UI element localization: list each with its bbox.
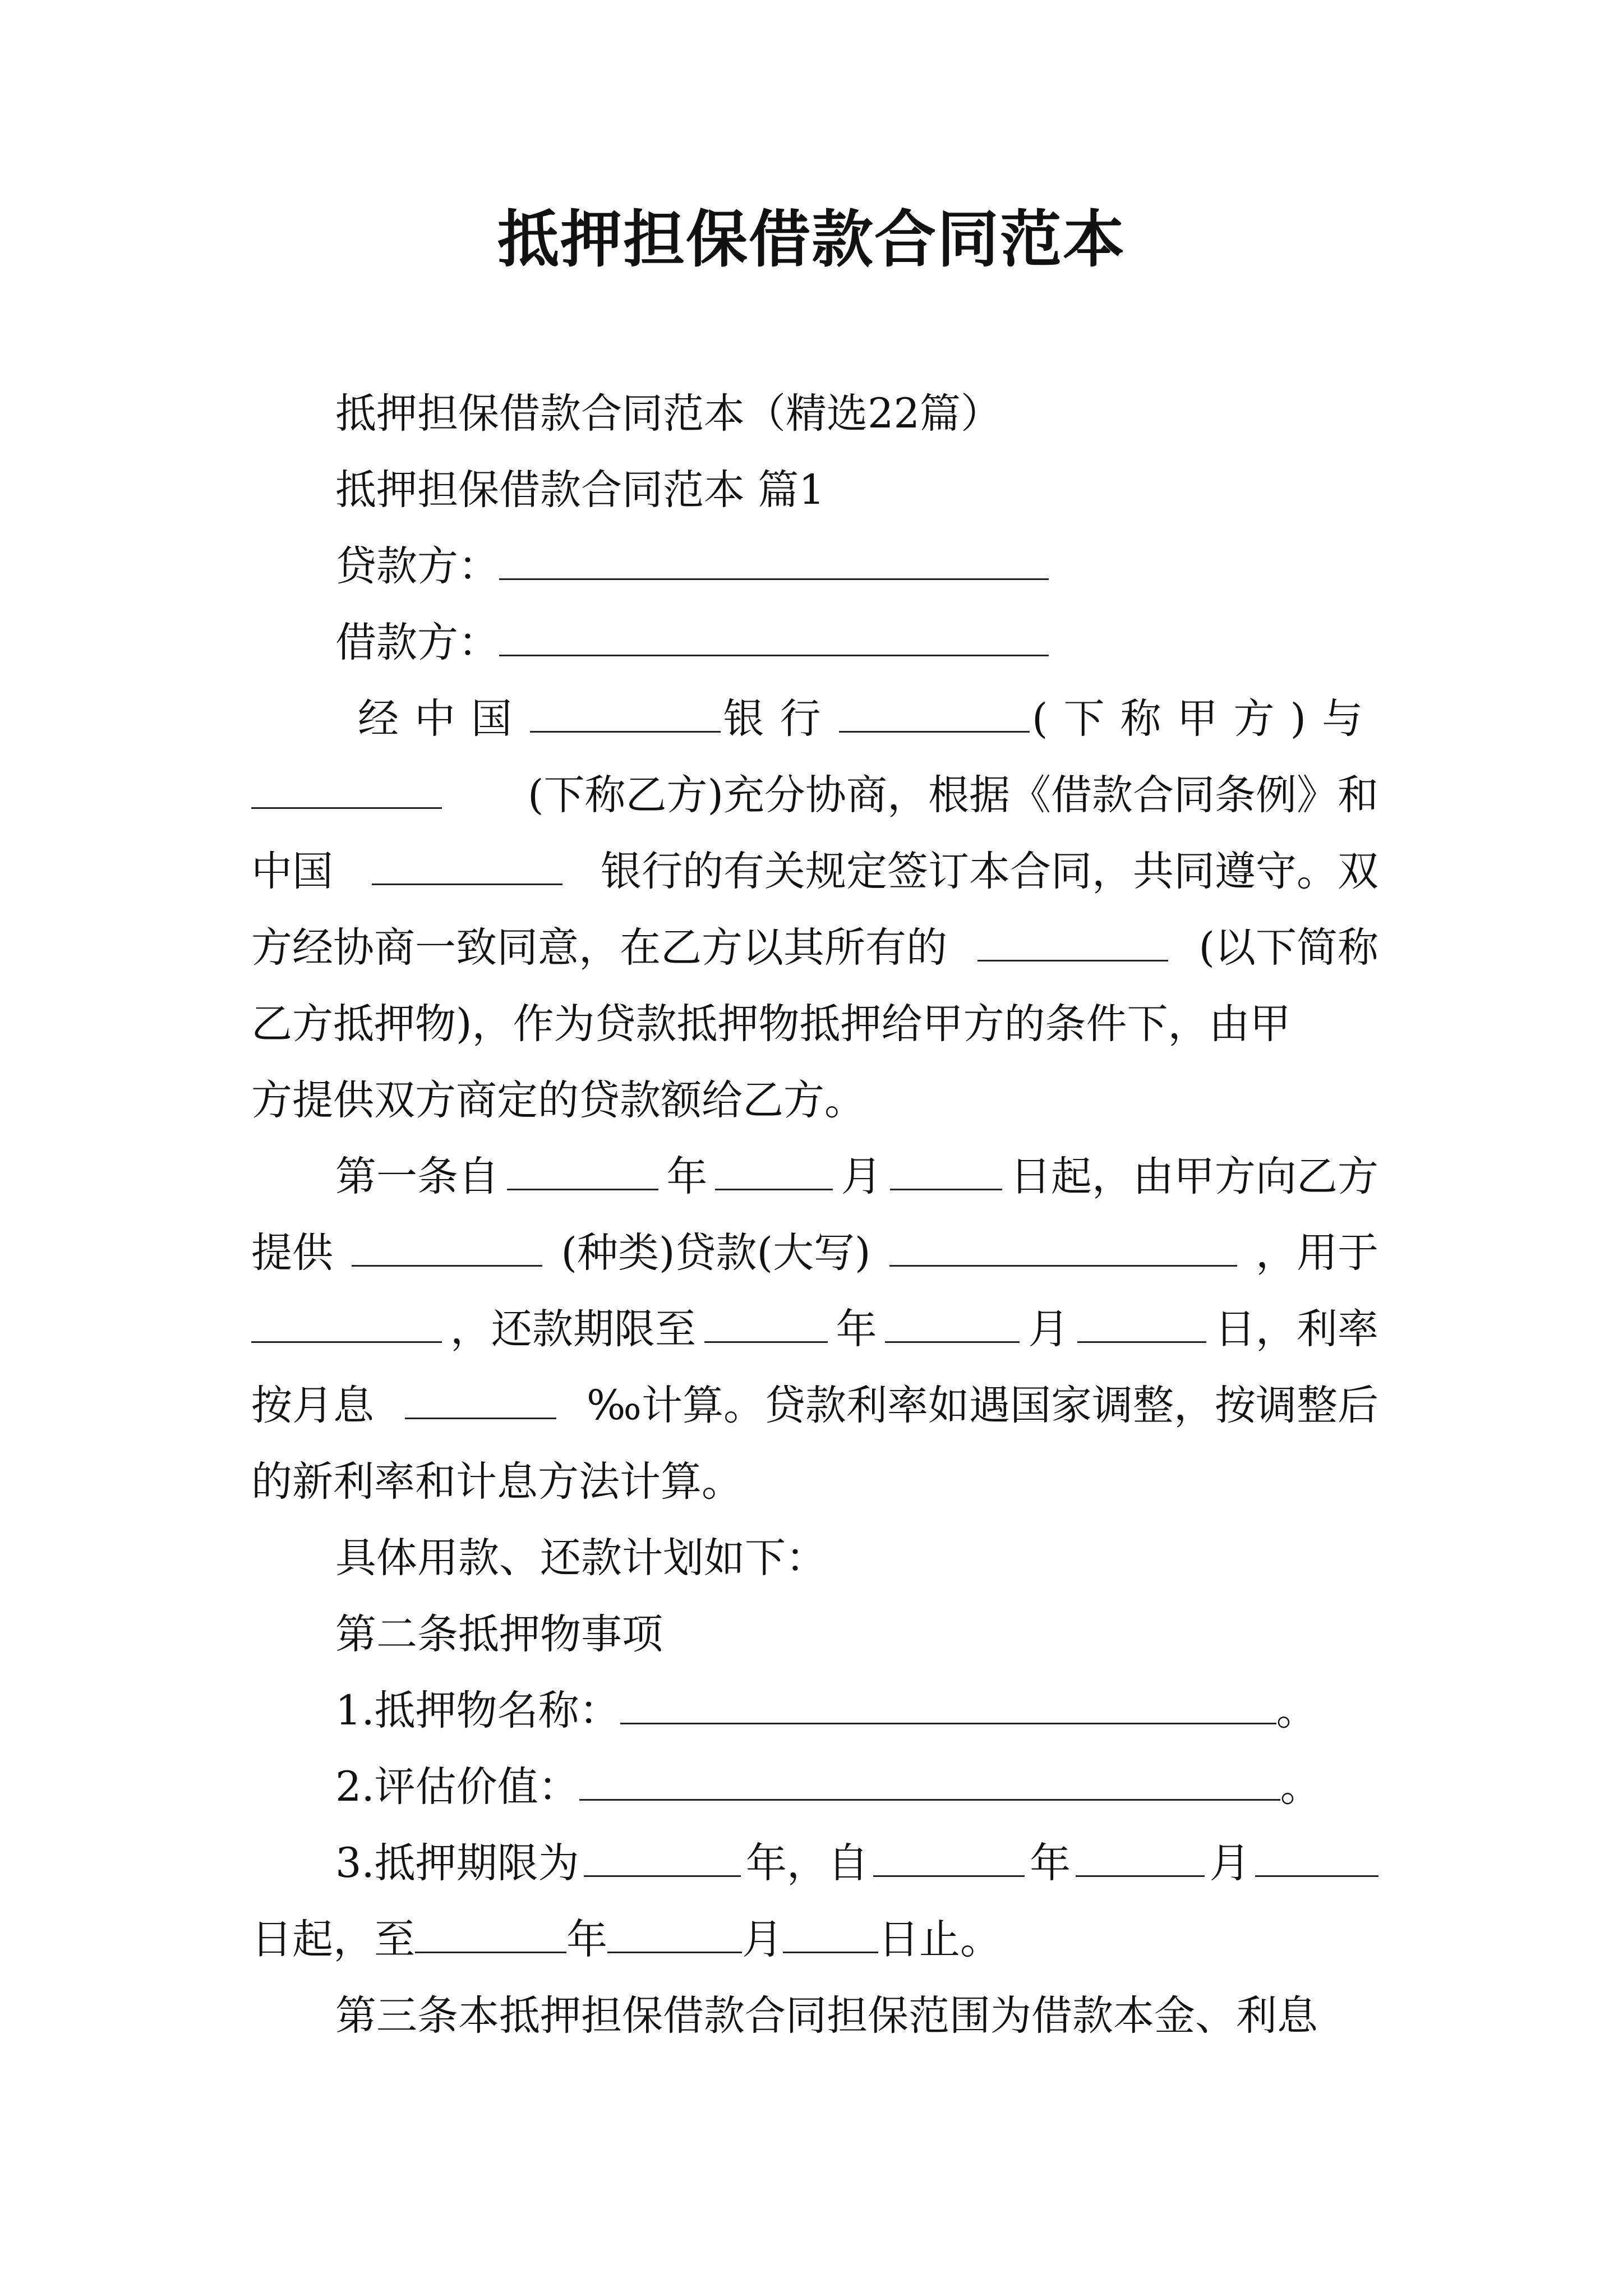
loan-amount-blank (889, 1229, 1237, 1267)
end-year-blank (415, 1916, 566, 1953)
text-segment: 月 (742, 1916, 783, 1963)
party-a-blank (839, 695, 1030, 733)
term-years-blank (584, 1839, 741, 1877)
text-segment: 年 (666, 1153, 708, 1200)
text-segment: 3.抵押期限为 (335, 1839, 579, 1887)
text-segment: 年，自 (745, 1839, 869, 1887)
article1-line-3 (251, 1291, 1378, 1368)
text-segment: 月 (841, 1153, 882, 1200)
text-segment: 提供 (251, 1229, 333, 1277)
assessed-value-blank (579, 1763, 1280, 1801)
intro-line-2 (251, 757, 1378, 834)
intro-line-5: 乙方抵押物)，作为贷款抵押物抵押给甲方的条件下，由甲 (251, 1000, 1291, 1048)
text-segment: 按月息 (251, 1382, 374, 1429)
document-title: 抵押担保借款合同范本 (497, 203, 1126, 275)
text-segment: 年 (836, 1305, 877, 1353)
interest-rate-blank (405, 1382, 556, 1419)
text-segment: 银行的有关规定签订本合同，共同遵守。双 (601, 848, 1378, 895)
collateral-blank (978, 924, 1168, 961)
start-year-blank (873, 1839, 1025, 1877)
article1-line-1 (251, 1139, 1378, 1215)
end-month-blank (607, 1916, 742, 1953)
text-segment: 1.抵押物名称： (335, 1687, 620, 1734)
article2-heading: 第二条抵押物事项 (335, 1611, 663, 1658)
end-day-blank (783, 1916, 878, 1953)
text-segment: 2.评估价值： (335, 1763, 579, 1811)
text-segment: ，还款期限至 (450, 1305, 696, 1353)
collateral-name-blank (620, 1687, 1276, 1724)
text-segment: 银行 (723, 695, 837, 743)
party-b-blank (251, 771, 442, 809)
day-blank (890, 1153, 1002, 1190)
lender-line (251, 528, 1378, 605)
text-segment: 中国 (251, 848, 333, 895)
borrower-line (251, 605, 1378, 681)
text-segment: 日起，至 (251, 1916, 415, 1963)
text-segment: 月 (1209, 1839, 1251, 1887)
text-segment: 日起，由甲方向乙方 (1009, 1153, 1378, 1200)
text-segment: (下称甲方)与 (1032, 695, 1378, 743)
due-month-blank (885, 1305, 1020, 1343)
purpose-blank (251, 1305, 442, 1343)
bank-branch-blank (372, 848, 562, 885)
intro-line-1 (251, 681, 1378, 757)
text-segment: 。 (1280, 1763, 1321, 1811)
borrower-label: 借款方： (335, 619, 499, 666)
article3-text: 第三条本抵押担保借款合同担保范围为借款本金、利息 (335, 1992, 1318, 2040)
text-segment: ‰计算。贷款利率如遇国家调整，按调整后 (587, 1382, 1378, 1429)
borrower-blank (499, 619, 1049, 656)
article1-line-5: 的新利率和计息方法计算。 (251, 1458, 743, 1506)
text-segment: 年 (1030, 1839, 1071, 1887)
article2-item-3-line-1 (251, 1825, 1378, 1902)
text-segment: 年 (566, 1916, 607, 1963)
text-segment: (以下简称 (1198, 924, 1378, 972)
intro-line-6: 方提供双方商定的贷款额给乙方。 (251, 1076, 865, 1124)
plan-text: 具体用款、还款计划如下： (335, 1534, 827, 1582)
start-month-blank (1076, 1839, 1205, 1877)
start-day-blank (1255, 1839, 1378, 1877)
article2-item-2 (251, 1749, 1378, 1825)
document-body (251, 376, 1378, 2054)
year-blank (507, 1153, 658, 1190)
intro-line-4 (251, 910, 1378, 986)
article2-item-3-line-2 (251, 1902, 1378, 1978)
intro-line-3 (251, 834, 1378, 910)
text-segment: 日止。 (878, 1916, 1001, 1963)
subtitle: 抵押担保借款合同范本（精选22篇） (335, 390, 1002, 438)
article1-line-4 (251, 1368, 1378, 1444)
loan-type-blank (352, 1229, 542, 1267)
month-blank (715, 1153, 833, 1190)
due-year-blank (704, 1305, 828, 1343)
text-segment: (种类)贷款(大写) (561, 1229, 871, 1277)
lender-label: 贷款方： (335, 542, 499, 590)
article2-item-1 (251, 1673, 1378, 1749)
due-day-blank (1077, 1305, 1206, 1343)
text-segment: 。 (1276, 1687, 1317, 1734)
text-segment: 月 (1028, 1305, 1069, 1353)
text-segment: 日，利率 (1214, 1305, 1378, 1353)
text-segment: ，用于 (1255, 1229, 1378, 1277)
text-segment: 第一条自 (335, 1153, 499, 1200)
lender-blank (499, 542, 1049, 580)
text-segment: 经中国 (358, 695, 528, 743)
section-heading: 抵押担保借款合同范本 篇1 (335, 466, 825, 514)
text-segment: 方经协商一致同意，在乙方以其所有的 (251, 924, 947, 972)
article1-line-2 (251, 1215, 1378, 1291)
text-segment: (下称乙方)充分协商，根据《借款合同条例》和 (528, 771, 1378, 819)
bank-name-blank (530, 695, 721, 733)
